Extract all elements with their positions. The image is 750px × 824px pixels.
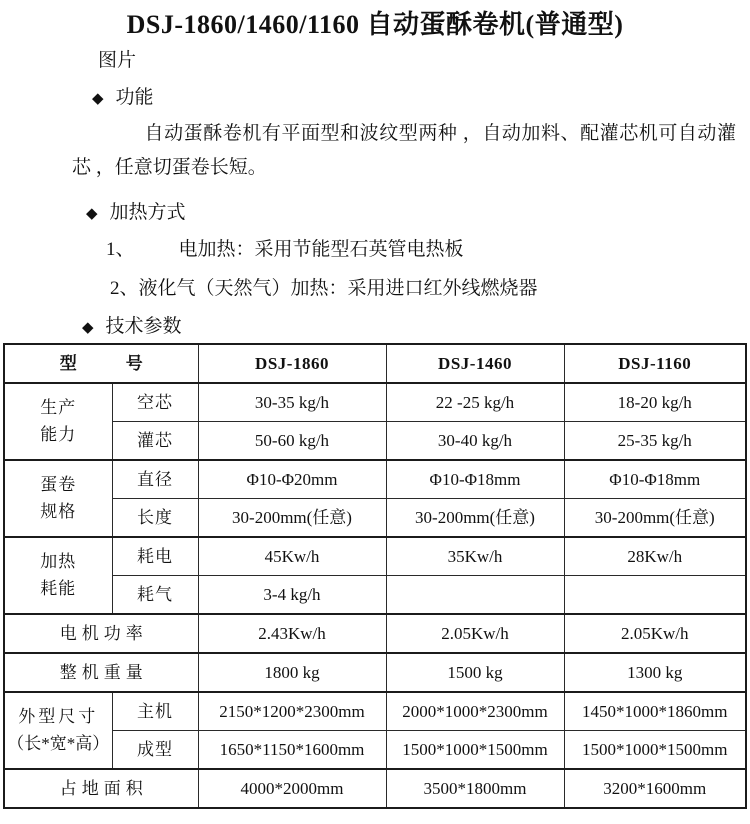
cell-dimensions-main-1860: 2150*1200*2300mm [198,692,386,731]
table-row [4,769,746,808]
cell-power-use-1160: 28Kw/h [564,537,746,576]
row-group-label-line2: 耗能 [40,578,77,598]
table-row [4,383,746,422]
page-title: DSJ-1860/1460/1160 自动蛋酥卷机(普通型) [126,10,624,39]
table-row [4,499,746,538]
row-group-label-line2: 规格 [40,501,77,521]
row-label-footprint: 占地面积 [4,769,198,808]
cell-length-1160: 30-200mm(任意) [564,499,746,538]
heating-item-2 [110,278,740,301]
function-paragraph-text: 自动蛋酥卷机有平面型和波纹型两种 ，自动加料、配灌芯机可自动灌芯 ，任意切蛋卷长短。 [72,123,736,178]
table-row [4,422,746,461]
cell-production-filled-1460: 30-40 kg/h [386,422,564,461]
row-group-label-production [4,383,112,460]
table-header-row [4,344,746,383]
cell-production-hollow-1860: 30-35 kg/h [198,383,386,422]
diamond-bullet-icon: ◆ [82,320,94,337]
row-sub-label-main-unit: 主机 [112,692,198,731]
table-header-model-label: 型 号 [4,344,198,383]
table-row [4,692,746,731]
cell-motor-power-1160: 2.05Kw/h [564,614,746,653]
cell-production-filled-1860: 50-60 kg/h [198,422,386,461]
row-label-motor-power: 电机功率 [4,614,198,653]
row-group-label-roll-spec [4,460,112,537]
section-heading-tech-label: 技术参数 [105,316,182,338]
section-heading-function [92,87,740,110]
row-group-label-line1: 蛋卷 [40,475,77,495]
cell-dimensions-main-1460: 2000*1000*2300mm [386,692,564,731]
cell-diameter-1860: Φ10-Φ20mm [198,460,386,499]
table-row [4,576,746,615]
heating-item-2-number: 2、 [110,277,139,299]
row-group-label-line2: （长*宽*高） [7,733,110,753]
row-sub-label-diameter: 直径 [112,460,198,499]
cell-total-weight-1460: 1500 kg [386,653,564,692]
heating-item-1-text: 电加热：采用节能型石英管电热板 [178,238,464,260]
row-group-label-line1: 外型尺寸 [18,707,99,727]
document-body [0,50,750,339]
section-heading-function-label: 功能 [115,86,154,108]
cell-production-hollow-1460: 22 -25 kg/h [386,383,564,422]
table-row [4,614,746,653]
cell-footprint-1160: 3200*1600mm [564,769,746,808]
cell-dimensions-forming-1460: 1500*1000*1500mm [386,731,564,770]
table-row [4,537,746,576]
cell-diameter-1460: Φ10-Φ18mm [386,460,564,499]
row-group-label-dimensions [4,692,112,769]
row-sub-label-gas-use: 耗气 [112,576,198,615]
cell-motor-power-1460: 2.05Kw/h [386,614,564,653]
technical-parameters-table [3,343,747,809]
row-sub-label-power-use: 耗电 [112,537,198,576]
row-group-label-line1: 加热 [40,552,77,572]
heating-item-1-number: 1、 [106,238,135,260]
spec-table-container [0,343,750,809]
cell-dimensions-forming-1860: 1650*1150*1600mm [198,731,386,770]
diamond-bullet-icon: ◆ [86,205,98,222]
cell-footprint-1860: 4000*2000mm [198,769,386,808]
cell-total-weight-1860: 1800 kg [198,653,386,692]
section-heading-heating-label: 加热方式 [109,201,186,223]
heating-item-2-text: 液化气（天然气）加热：采用进口红外线燃烧器 [138,277,538,299]
row-group-label-energy [4,537,112,614]
cell-motor-power-1860: 2.43Kw/h [198,614,386,653]
table-header-model-1160: DSJ-1160 [564,344,746,383]
function-paragraph [10,117,740,184]
cell-gas-use-1160 [564,576,746,615]
image-placeholder-label: 图片 [98,49,137,71]
cell-total-weight-1160: 1300 kg [564,653,746,692]
cell-gas-use-1460 [386,576,564,615]
table-header-model-1860: DSJ-1860 [198,344,386,383]
table-row [4,460,746,499]
row-group-label-line1: 生产 [40,398,77,418]
cell-dimensions-main-1160: 1450*1000*1860mm [564,692,746,731]
cell-diameter-1160: Φ10-Φ18mm [564,460,746,499]
cell-length-1860: 30-200mm(任意) [198,499,386,538]
cell-power-use-1860: 45Kw/h [198,537,386,576]
cell-length-1460: 30-200mm(任意) [386,499,564,538]
section-heading-heating [86,202,740,225]
table-row [4,731,746,770]
cell-gas-use-1860: 3-4 kg/h [198,576,386,615]
diamond-bullet-icon: ◆ [92,90,104,107]
cell-footprint-1460: 3500*1800mm [386,769,564,808]
section-heading-tech [82,316,740,339]
table-header-model-1460: DSJ-1460 [386,344,564,383]
row-sub-label-length: 长度 [112,499,198,538]
cell-production-filled-1160: 25-35 kg/h [564,422,746,461]
cell-dimensions-forming-1160: 1500*1000*1500mm [564,731,746,770]
cell-power-use-1460: 35Kw/h [386,537,564,576]
row-sub-label-filled: 灌芯 [112,422,198,461]
row-sub-label-forming-unit: 成型 [112,731,198,770]
heating-item-1 [106,239,740,262]
row-group-label-line2: 能力 [40,424,77,444]
cell-production-hollow-1160: 18-20 kg/h [564,383,746,422]
table-row [4,653,746,692]
row-sub-label-hollow: 空芯 [112,383,198,422]
row-label-total-weight: 整机重量 [4,653,198,692]
